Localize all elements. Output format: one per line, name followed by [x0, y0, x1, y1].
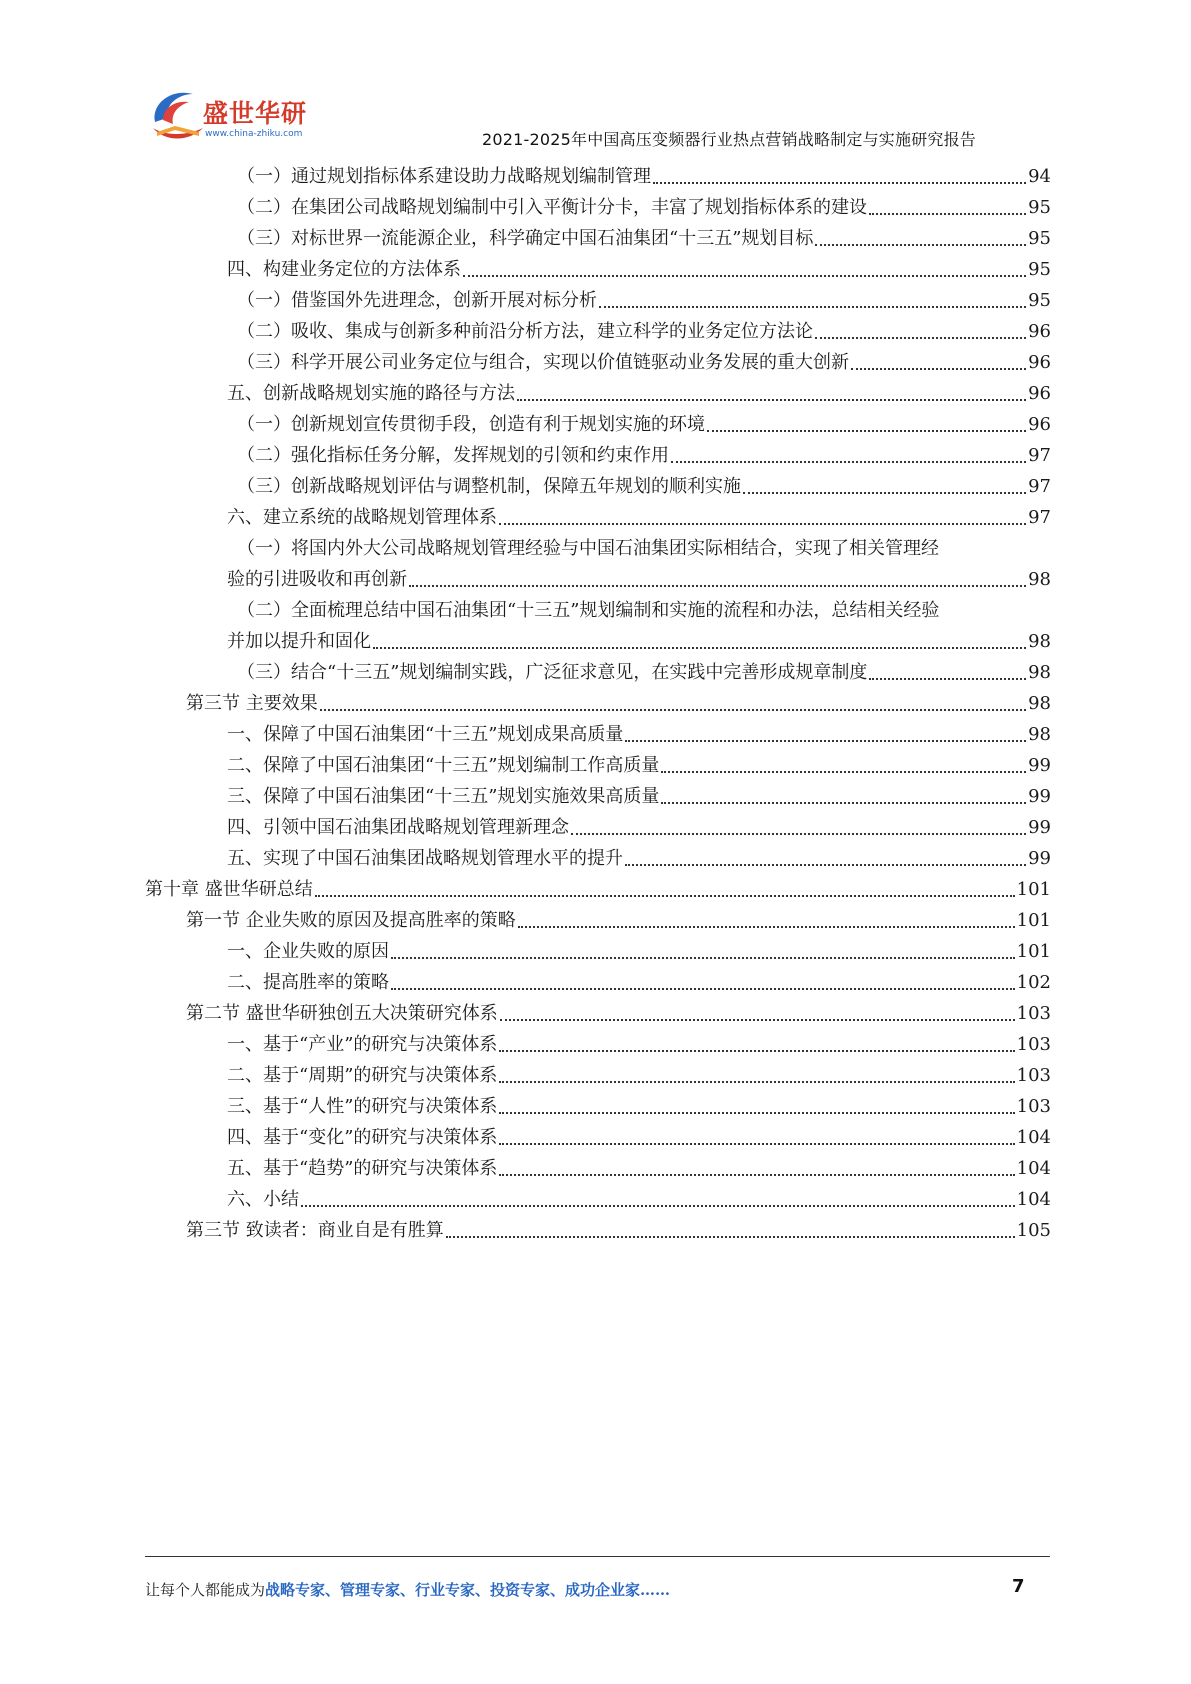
toc-entry-page: 95 — [1028, 290, 1051, 311]
toc-entry[interactable] — [227, 782, 1051, 812]
toc-entry-page: 99 — [1028, 848, 1051, 869]
toc-entry-title: 第十章 盛世华研总结 — [145, 879, 313, 900]
toc-entry-page: 98 — [1028, 724, 1051, 745]
toc-entry-title-cont: 并加以提升和固化 — [227, 631, 371, 652]
logo-swoosh-icon — [145, 84, 211, 150]
footer-slogan-prefix: 让每个人都能成为 — [145, 1581, 266, 1599]
toc-entry-title: （二）在集团公司战略规划编制中引入平衡计分卡，丰富了规划指标体系的建设 — [237, 197, 867, 218]
toc-entry-page: 96 — [1028, 321, 1051, 342]
toc-leader — [661, 801, 1026, 804]
toc-entry[interactable] — [237, 317, 1051, 347]
toc-entry[interactable] — [227, 1123, 1051, 1153]
toc-entry-title: （二）强化指标任务分解，发挥规划的引领和约束作用 — [237, 445, 669, 466]
toc-leader — [499, 1080, 1014, 1083]
toc-leader — [869, 677, 1026, 680]
toc-leader — [625, 739, 1026, 742]
toc-entry-page: 102 — [1016, 972, 1051, 993]
toc-leader — [391, 956, 1015, 959]
company-logo — [145, 84, 315, 150]
toc-entry-title: （二）全面梳理总结中国石油集团“十三五”规划编制和实施的流程和办法，总结相关经验 — [237, 600, 940, 621]
toc-entry[interactable] — [186, 906, 1051, 936]
toc-entry[interactable] — [237, 193, 1051, 223]
toc-entry-page: 96 — [1028, 352, 1051, 373]
toc-leader — [815, 336, 1026, 339]
toc-entry-page: 101 — [1016, 941, 1051, 962]
toc-entry-title: 三、基于“人性”的研究与决策体系 — [227, 1096, 498, 1117]
toc-leader — [391, 987, 1015, 990]
toc-entry-title: （一）借鉴国外先进理念，创新开展对标分析 — [237, 290, 597, 311]
toc-leader — [446, 1235, 1015, 1238]
toc-leader — [518, 925, 1015, 928]
toc-entry-page: 97 — [1028, 507, 1051, 528]
toc-entry[interactable] — [237, 286, 1051, 316]
toc-leader — [571, 832, 1026, 835]
logo-text: 盛世华研 — [203, 99, 308, 128]
toc-entry-title: 一、保障了中国石油集团“十三五”规划成果高质量 — [227, 724, 624, 745]
footer-slogan — [145, 1579, 670, 1600]
toc-leader — [815, 243, 1026, 246]
toc-entry-page: 98 — [1028, 693, 1051, 714]
toc-entry-title: 一、基于“产业”的研究与决策体系 — [227, 1034, 498, 1055]
toc-entry[interactable] — [227, 1092, 1051, 1122]
toc-entry-page: 104 — [1016, 1189, 1051, 1210]
toc-entry-page: 103 — [1016, 1096, 1051, 1117]
toc-entry-title: （二）吸收、集成与创新多种前沿分析方法，建立科学的业务定位方法论 — [237, 321, 813, 342]
toc-entry[interactable] — [237, 441, 1051, 471]
toc-leader — [500, 1018, 1015, 1021]
toc-entry[interactable] — [237, 348, 1051, 378]
toc-entry-title: 二、基于“周期”的研究与决策体系 — [227, 1065, 498, 1086]
toc-leader — [499, 1049, 1014, 1052]
toc-entry[interactable] — [227, 813, 1051, 843]
toc-entry-title: 第一节 企业失败的原因及提高胜率的策略 — [186, 910, 516, 931]
toc-entry-title: 二、保障了中国石油集团“十三五”规划编制工作高质量 — [227, 755, 660, 776]
toc-entry[interactable] — [227, 720, 1051, 750]
toc-leader — [661, 770, 1026, 773]
toc-leader — [707, 429, 1026, 432]
toc-entry-title: （一）通过规划指标体系建设助力战略规划编制管理 — [237, 166, 651, 187]
toc-entry-page: 94 — [1028, 166, 1051, 187]
toc-entry[interactable] — [186, 1216, 1051, 1246]
toc-entry-page: 104 — [1016, 1158, 1051, 1179]
toc-leader — [320, 708, 1026, 711]
toc-entry-title: 第二节 盛世华研独创五大决策研究体系 — [186, 1003, 498, 1024]
toc-leader — [517, 398, 1026, 401]
toc-entry-page: 99 — [1028, 786, 1051, 807]
toc-leader — [373, 646, 1026, 649]
toc-entry[interactable] — [227, 255, 1051, 285]
toc-entry-page: 95 — [1028, 259, 1051, 280]
toc-entry[interactable] — [227, 968, 1051, 998]
toc-entry-title: （一）将国内外大公司战略规划管理经验与中国石油集团实际相结合，实现了相关管理经 — [237, 538, 939, 559]
toc-entry-page: 98 — [1028, 631, 1051, 652]
toc-entry-title: 四、基于“变化”的研究与决策体系 — [227, 1127, 498, 1148]
toc-leader — [671, 460, 1026, 463]
toc-entry[interactable] — [186, 689, 1051, 719]
toc-entry-title: 第三节 致读者：商业自是有胜算 — [186, 1220, 444, 1241]
toc-entry-page: 98 — [1028, 662, 1051, 683]
toc-entry[interactable] — [237, 410, 1051, 440]
toc-entry-line-1[interactable] — [237, 596, 1051, 626]
toc-entry-line-1[interactable] — [237, 534, 1051, 564]
toc-entry-page: 103 — [1016, 1065, 1051, 1086]
logo-url: www.china-zhiku.com — [205, 129, 303, 139]
toc-entry-title: （一）创新规划宣传贯彻手段，创造有利于规划实施的环境 — [237, 414, 705, 435]
toc-entry-title: 四、引领中国石油集团战略规划管理新理念 — [227, 817, 569, 838]
toc-leader — [869, 212, 1026, 215]
toc-entry-title: （三）创新战略规划评估与调整机制，保障五年规划的顺利实施 — [237, 476, 741, 497]
toc-entry-page: 96 — [1028, 414, 1051, 435]
toc-leader — [301, 1204, 1015, 1207]
toc-entry-page: 95 — [1028, 228, 1051, 249]
footer-slogan-highlight: 战略专家、管理专家、行业专家、投资专家、成功企业家…… — [265, 1581, 671, 1599]
toc-entry-title: （三）结合“十三五”规划编制实践，广泛征求意见，在实践中完善形成规章制度 — [237, 662, 868, 683]
toc-entry-title: 五、基于“趋势”的研究与决策体系 — [227, 1158, 498, 1179]
toc-entry[interactable] — [186, 999, 1051, 1029]
toc-leader — [499, 1173, 1014, 1176]
toc-entry-page: 96 — [1028, 383, 1051, 404]
footer-divider — [145, 1556, 1050, 1557]
toc-entry-page: 101 — [1016, 879, 1051, 900]
toc-entry[interactable] — [227, 1154, 1051, 1184]
toc-entry-title: （三）对标世界一流能源企业，科学确定中国石油集团“十三五”规划目标 — [237, 228, 814, 249]
toc-entry-page: 103 — [1016, 1003, 1051, 1024]
toc-entry[interactable] — [227, 379, 1051, 409]
toc-entry-title: 一、企业失败的原因 — [227, 941, 389, 962]
toc-entry[interactable] — [237, 162, 1051, 192]
toc-entry-page: 95 — [1028, 197, 1051, 218]
toc-entry-title: 三、保障了中国石油集团“十三五”规划实施效果高质量 — [227, 786, 660, 807]
toc-entry-title: （三）科学开展公司业务定位与组合，实现以价值链驱动业务发展的重大创新 — [237, 352, 849, 373]
toc-leader — [463, 274, 1026, 277]
toc-entry-page: 101 — [1016, 910, 1051, 931]
toc-leader — [743, 491, 1026, 494]
toc-leader — [499, 1142, 1014, 1145]
toc-entry[interactable] — [227, 1185, 1051, 1215]
toc-chapter[interactable] — [145, 875, 1051, 905]
page-number: 7 — [1012, 1576, 1025, 1597]
toc-leader — [599, 305, 1026, 308]
toc-entry-title: 第三节 主要效果 — [186, 693, 318, 714]
toc-leader — [315, 894, 1015, 897]
toc-entry[interactable] — [227, 503, 1051, 533]
toc-entry-title: 六、建立系统的战略规划管理体系 — [227, 507, 497, 528]
toc-entry-page: 98 — [1028, 569, 1051, 590]
toc-entry-page: 104 — [1016, 1127, 1051, 1148]
toc-entry[interactable] — [227, 1061, 1051, 1091]
toc-leader — [499, 1111, 1014, 1114]
toc-entry[interactable] — [227, 937, 1051, 967]
toc-entry[interactable] — [237, 224, 1051, 254]
toc-entry[interactable] — [227, 844, 1051, 874]
toc-entry-title: 二、提高胜率的策略 — [227, 972, 389, 993]
toc-leader — [625, 863, 1026, 866]
report-title: 2021-2025年中国高压变频器行业热点营销战略制定与实施研究报告 — [481, 130, 976, 149]
toc-entry-page: 99 — [1028, 817, 1051, 838]
toc-entry[interactable] — [237, 658, 1051, 688]
toc-entry-title: 五、实现了中国石油集团战略规划管理水平的提升 — [227, 848, 623, 869]
toc-entry-page: 97 — [1028, 476, 1051, 497]
toc-entry-page: 103 — [1016, 1034, 1051, 1055]
toc-entry-page: 99 — [1028, 755, 1051, 776]
toc-entry-line-2[interactable] — [227, 627, 1051, 657]
toc-entry-title: 四、构建业务定位的方法体系 — [227, 259, 461, 280]
toc-leader — [499, 522, 1026, 525]
toc-leader — [851, 367, 1026, 370]
toc-entry-title-cont: 验的引进吸收和再创新 — [227, 569, 407, 590]
toc-entry-title: 六、小结 — [227, 1189, 299, 1210]
toc-entry-page: 97 — [1028, 445, 1051, 466]
toc-entry[interactable] — [237, 472, 1051, 502]
toc-entry[interactable] — [227, 751, 1051, 781]
toc-entry-page: 105 — [1016, 1220, 1051, 1241]
toc-entry-title: 五、创新战略规划实施的路径与方法 — [227, 383, 515, 404]
toc-entry-line-2[interactable] — [227, 565, 1051, 595]
toc-leader — [409, 584, 1026, 587]
toc-entry[interactable] — [227, 1030, 1051, 1060]
toc-leader — [653, 181, 1026, 184]
